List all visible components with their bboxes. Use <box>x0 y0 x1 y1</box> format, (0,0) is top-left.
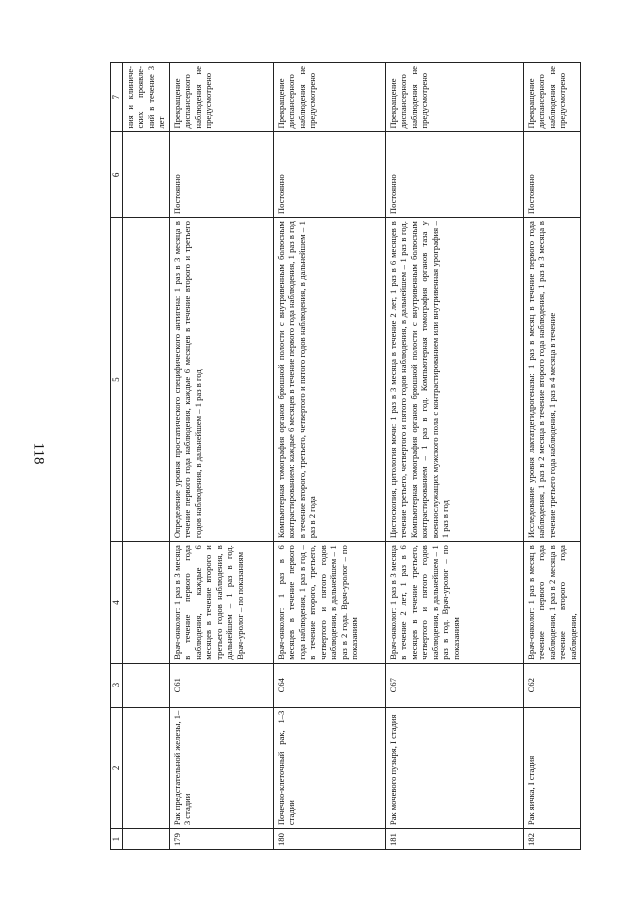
icd-code: C64 <box>273 663 385 707</box>
empty-cell <box>122 663 169 707</box>
table-row <box>385 63 523 850</box>
termination-condition: Прекращение диспансерного наблюдения не предусмотрено <box>523 63 580 132</box>
header-row <box>111 63 123 850</box>
row-number: 181 <box>385 829 523 850</box>
page-number: 118 <box>30 442 47 465</box>
termination-condition: Прекращение диспансерного наблюдения не предусмотрено <box>273 63 385 132</box>
empty-cell <box>122 218 169 542</box>
examination-schedule: Цистоскопия, цитология мочи: 1 раз в 3 месяца в течение 2 лет, 1 раз в 6 месяцев в течение третьего, четвертого и пятого годов наблюдения, в дальнейшем – 1 раз в год. Компьютерная томография органов брюшной полости с внутривенным болюсным контрастированием – 1 раз в год. Компьютерная томография органов таза у военнослужащих мужского пола с контрастированием или внутривенная урография – 1 раз в год <box>385 218 523 542</box>
continuation-text: ния и клиниче-ских проявле-ний в течение 3 лет <box>122 63 169 132</box>
row-number: 180 <box>273 829 385 850</box>
rotated-content <box>110 62 578 850</box>
observation-duration: Постоянно <box>523 132 580 218</box>
dispensary-observation-table <box>110 62 581 850</box>
row-number: 179 <box>169 829 273 850</box>
observation-duration: Постоянно <box>169 132 273 218</box>
examination-schedule: Определение уровня простатического специфического антигена: 1 раз в 3 месяца в течение первого года наблюдения, каждые 6 месяцев в течение второго и третьего годов наблюдения, в дальнейшем – 1 раз в год <box>169 218 273 542</box>
observation-duration: Постоянно <box>385 132 523 218</box>
icd-code: C61 <box>169 663 273 707</box>
header-cell: 5 <box>111 218 123 542</box>
termination-condition: Прекращение диспансерного наблюдения не предусмотрено <box>385 63 523 132</box>
examination-schedule: Исследование уровня лактатдегидрогеназы: 1 раз в месяц в течение первого года наблюдения, 1 раз в 2 месяца в течение второго года наблюдения, 1 раз в 3 месяца в течение третьего года наблюдения, 1 раз в 4 месяца в течение <box>523 218 580 542</box>
specialist-schedule: Врач-онколог: 1 раз в 3 месяца в течение 2 лет, 1 раз в 6 месяцев в течение третьего, четвертого и пятого годов наблюдения, в дальнейшем – 1 раз в год. Врач-уролог – по показаниям <box>385 542 523 664</box>
specialist-schedule: Врач-онколог: 1 раз в месяц в течение первого года наблюдения, 1 раз в 2 месяца в течение второго года наблюдения, <box>523 542 580 664</box>
table-row <box>273 63 385 850</box>
continuation-row <box>122 63 169 850</box>
termination-condition: Прекращение диспансерного наблюдения не предусмотрено <box>169 63 273 132</box>
header-cell: 7 <box>111 63 123 132</box>
row-number: 182 <box>523 829 580 850</box>
empty-cell <box>122 829 169 850</box>
specialist-schedule: Врач-онколог: 1 раз в 3 месяца в течение первого года наблюдения, каждые 6 месяцев в течение второго и третьего годов наблюдения, в дальнейшем – 1 раз в год. Врач-уролог – по показаниям <box>169 542 273 664</box>
empty-cell <box>122 132 169 218</box>
icd-code: C67 <box>385 663 523 707</box>
header-cell: 2 <box>111 707 123 829</box>
table-row <box>169 63 273 850</box>
disease-name: Рак предстательной железы, 1–3 стадии <box>169 707 273 829</box>
empty-cell <box>122 542 169 664</box>
header-cell: 1 <box>111 829 123 850</box>
rotated-table-area <box>110 62 578 850</box>
icd-code: C62 <box>523 663 580 707</box>
header-cell: 3 <box>111 663 123 707</box>
header-cell: 4 <box>111 542 123 664</box>
disease-name: Рак мочевого пузыря, I стадия <box>385 707 523 829</box>
observation-duration: Постоянно <box>273 132 385 218</box>
disease-name: Рак яичка, I стадия <box>523 707 580 829</box>
header-cell: 6 <box>111 132 123 218</box>
specialist-schedule: Врач-онколог: 1 раз в 6 месяцев в течение первого года наблюдения, 1 раз в год – в течение второго, третьего, четвертого и пятого годов наблюдения, в дальнейшем – 1 раз в 2 года. Врач-уролог – по показаниям <box>273 542 385 664</box>
empty-cell <box>122 707 169 829</box>
disease-name: Почечно-клеточный рак, 1–3 стадии <box>273 707 385 829</box>
table-row <box>523 63 580 850</box>
examination-schedule: Компьютерная томография органов брюшной полости с внутривенным болюсным контрастированием: каждые 6 месяцев в течение первого года наблюдения, 1 раз в год в течение второго, третьего, четвертого и пятого годов наблюдения, в дальнейшем – 1 раз в 2 года <box>273 218 385 542</box>
